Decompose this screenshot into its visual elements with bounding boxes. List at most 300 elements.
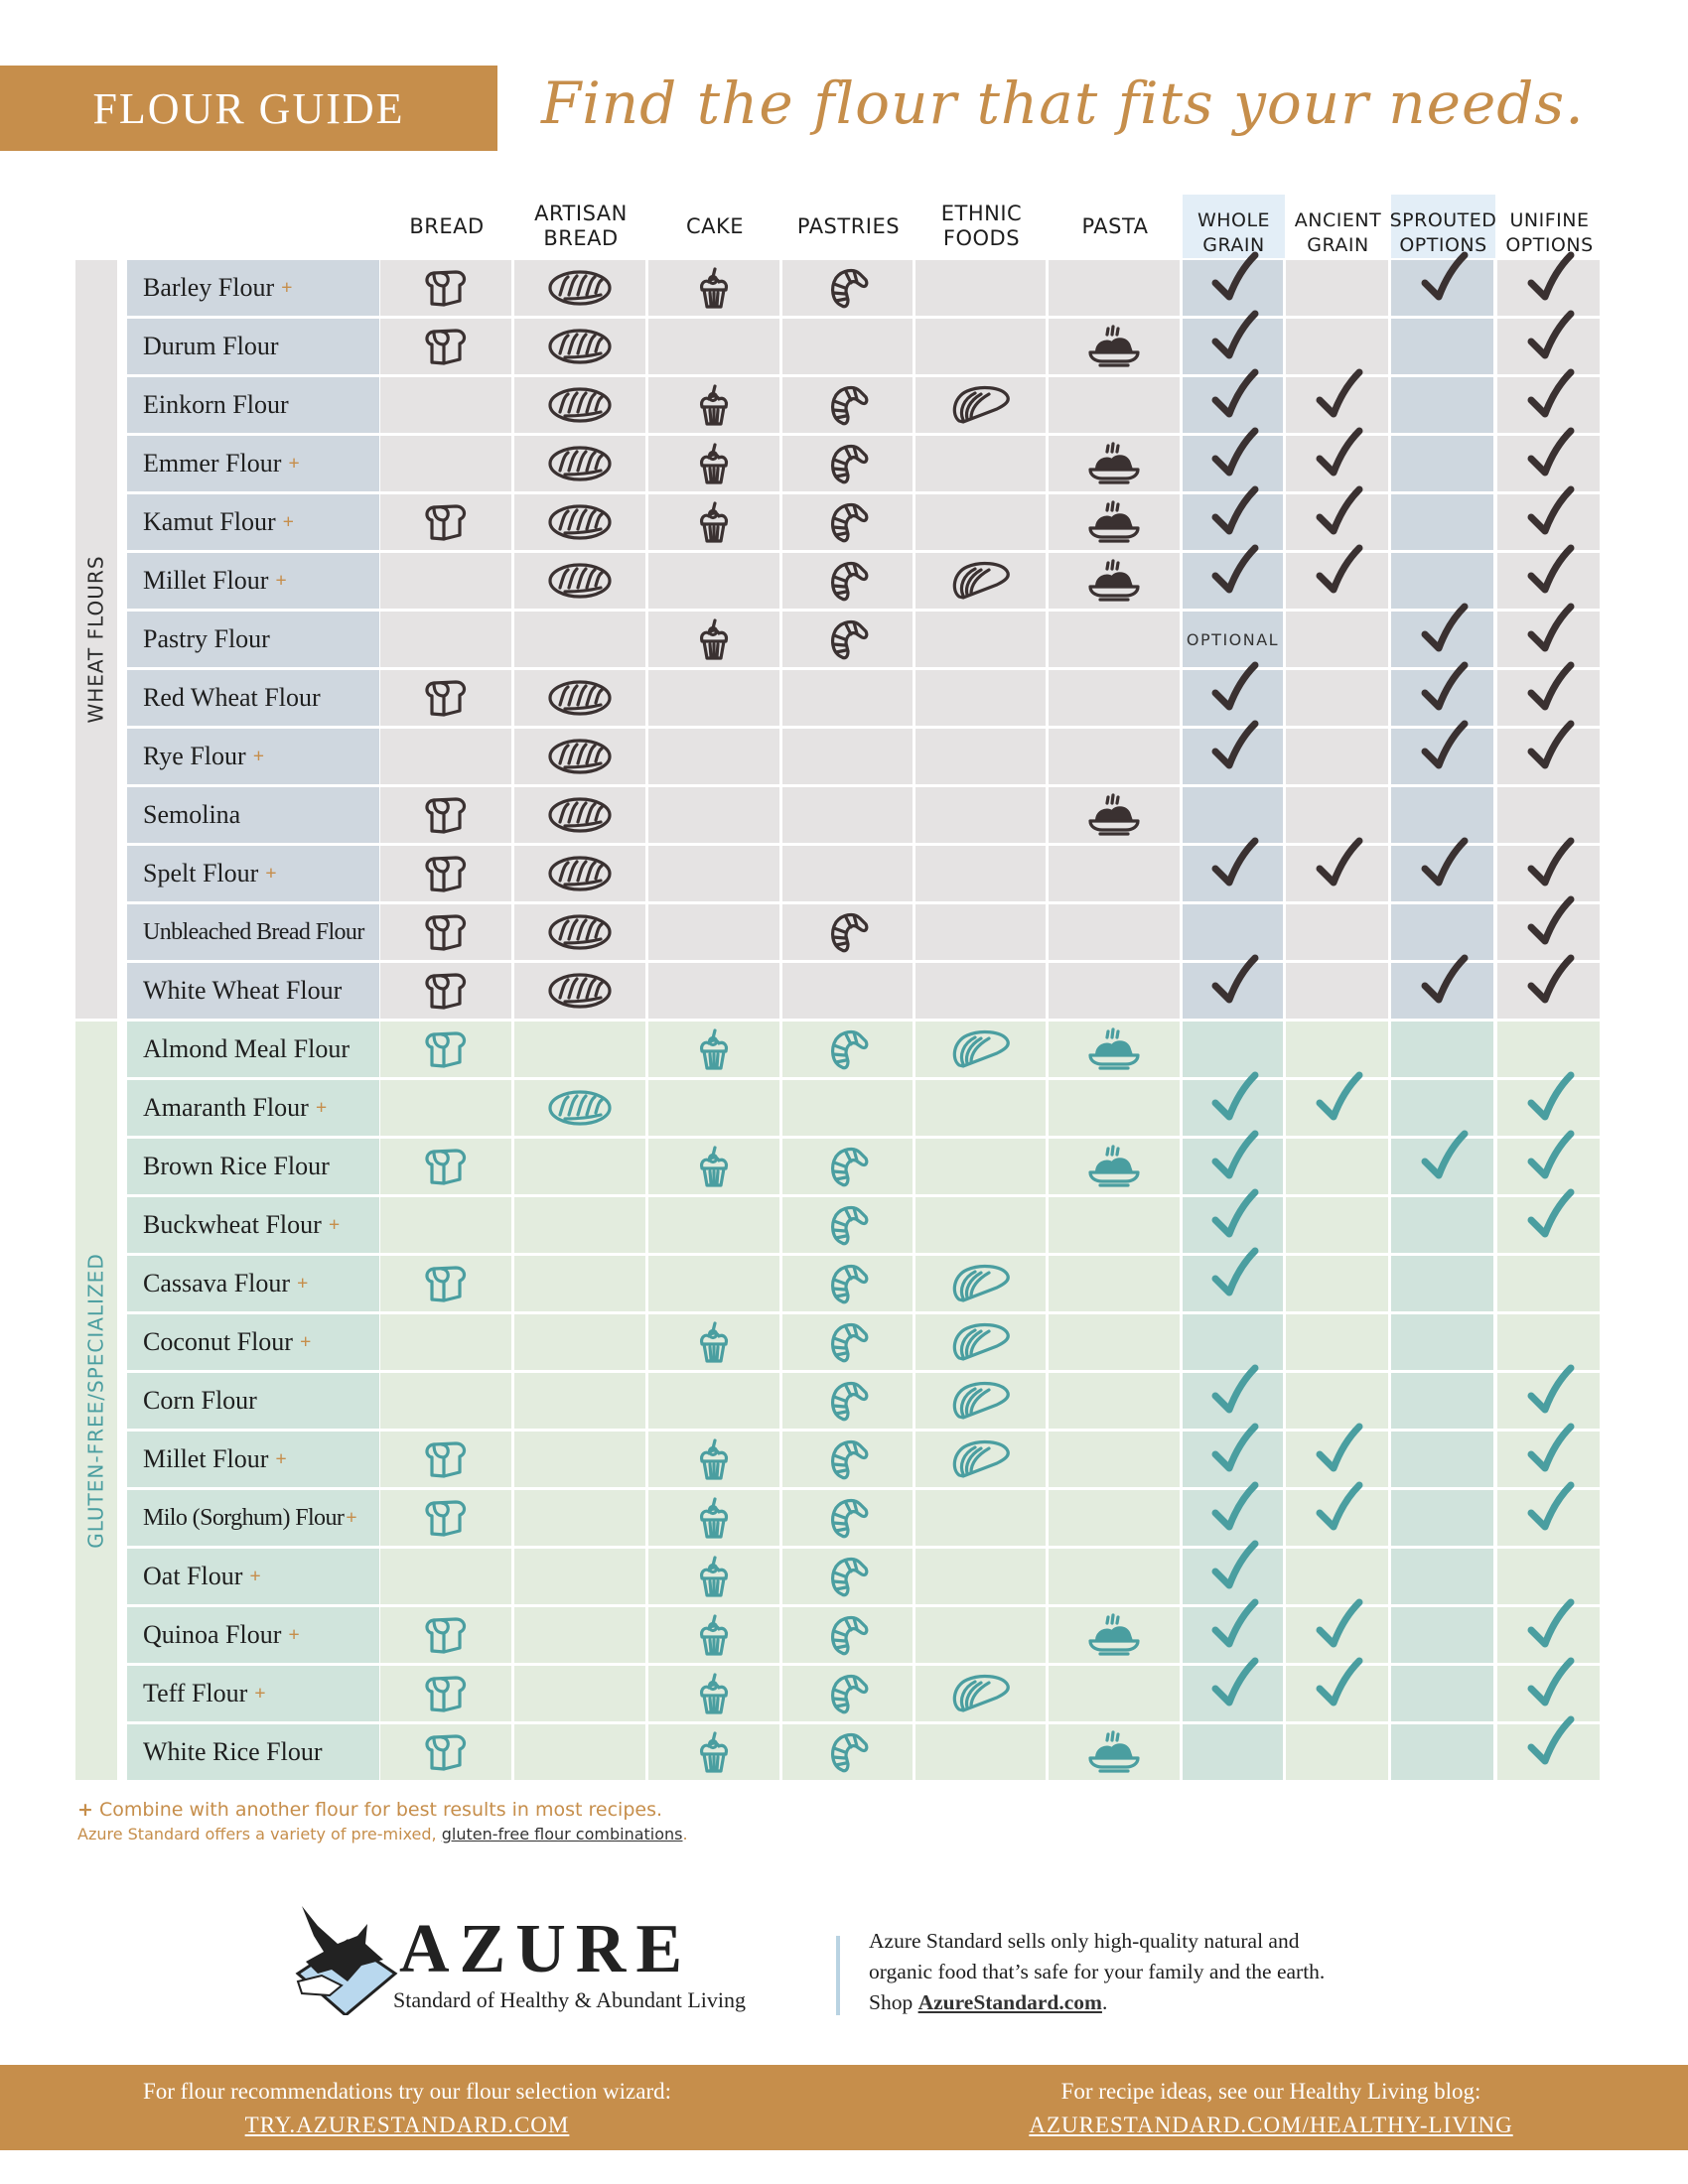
flour-name bbox=[127, 1373, 379, 1429]
checkmark-icon bbox=[1523, 720, 1583, 779]
cell-ethnic bbox=[915, 612, 1046, 667]
cell-cake bbox=[648, 436, 779, 491]
cell-ancient bbox=[1286, 1314, 1388, 1370]
checkmark-icon bbox=[1523, 603, 1583, 662]
cell-artisan bbox=[514, 1022, 645, 1077]
cupcake-icon bbox=[696, 1495, 732, 1541]
checkmark-icon bbox=[1207, 1657, 1267, 1716]
combine-note bbox=[77, 1799, 688, 1821]
cell-sprouted bbox=[1391, 1549, 1493, 1604]
cell-pastries bbox=[782, 846, 913, 901]
cell-ancient bbox=[1286, 846, 1388, 901]
cell-pastries bbox=[782, 1432, 913, 1487]
cell-ancient bbox=[1286, 1549, 1388, 1604]
cell-ethnic bbox=[915, 436, 1046, 491]
cell-bread bbox=[380, 1373, 511, 1429]
table-row bbox=[127, 1314, 1602, 1372]
cell-sprouted bbox=[1391, 904, 1493, 960]
cell-whole bbox=[1183, 319, 1283, 374]
checkmark-icon bbox=[1207, 837, 1267, 896]
bread-loaf-icon bbox=[422, 971, 470, 1011]
cell-sprouted bbox=[1391, 319, 1493, 374]
checkmark-icon bbox=[1523, 1364, 1583, 1424]
cell-sprouted bbox=[1391, 260, 1493, 316]
cell-bread bbox=[380, 319, 511, 374]
checkmark-icon bbox=[1207, 1130, 1267, 1189]
flour-name bbox=[127, 1256, 379, 1311]
blurb-line-3 bbox=[869, 1987, 1425, 2018]
flour-name bbox=[127, 260, 379, 316]
cell-artisan bbox=[514, 729, 645, 784]
pasta-bowl-icon bbox=[1086, 1027, 1142, 1071]
cell-artisan bbox=[514, 963, 645, 1019]
bread-loaf-icon bbox=[422, 1147, 470, 1186]
pasta-bowl-icon bbox=[1086, 325, 1142, 368]
flour-name-text: Coconut Flour bbox=[143, 1327, 293, 1356]
cell-ethnic bbox=[915, 553, 1046, 609]
bread-loaf-icon bbox=[422, 678, 470, 718]
checkmark-icon bbox=[1207, 427, 1267, 486]
cell-unifine bbox=[1497, 787, 1600, 843]
flour-name bbox=[127, 904, 379, 960]
cell-cake bbox=[648, 904, 779, 960]
title-banner bbox=[0, 66, 497, 151]
cell-bread bbox=[380, 1432, 511, 1487]
cell-ethnic bbox=[915, 1724, 1046, 1780]
table-row bbox=[127, 1256, 1602, 1313]
cell-artisan bbox=[514, 1549, 645, 1604]
cell-unifine bbox=[1497, 1490, 1600, 1546]
flour-name-text: Oat Flour bbox=[143, 1562, 243, 1590]
artisan-loaf-icon bbox=[547, 385, 613, 425]
cell-artisan bbox=[514, 436, 645, 491]
bread-loaf-icon bbox=[422, 1264, 470, 1303]
cell-artisan bbox=[514, 1724, 645, 1780]
optional-label: OPTIONAL bbox=[1186, 629, 1280, 649]
taco-icon bbox=[949, 1439, 1013, 1479]
flour-name-text: White Wheat Flour bbox=[143, 976, 343, 1005]
checkmark-icon bbox=[1417, 954, 1477, 1014]
cell-bread bbox=[380, 787, 511, 843]
cell-ethnic bbox=[915, 494, 1046, 550]
cell-sprouted bbox=[1391, 553, 1493, 609]
pasta-bowl-icon bbox=[1086, 1145, 1142, 1188]
cell-ancient bbox=[1286, 260, 1388, 316]
cell-artisan bbox=[514, 670, 645, 726]
combine-note-text: Combine with another flour for best results in most recipes. bbox=[98, 1799, 663, 1821]
cupcake-icon bbox=[696, 1612, 732, 1658]
wizard-link[interactable]: TRY.AZURESTANDARD.COM bbox=[244, 2113, 570, 2137]
cell-ethnic bbox=[915, 377, 1046, 433]
cell-sprouted bbox=[1391, 963, 1493, 1019]
cell-ethnic bbox=[915, 1432, 1046, 1487]
cell-pasta bbox=[1049, 1314, 1180, 1370]
table-row bbox=[127, 1022, 1602, 1079]
taco-icon bbox=[949, 385, 1013, 425]
flour-name bbox=[127, 1432, 379, 1487]
cell-ancient bbox=[1286, 1080, 1388, 1136]
cell-ethnic bbox=[915, 963, 1046, 1019]
cell-sprouted bbox=[1391, 1724, 1493, 1780]
cell-whole bbox=[1183, 260, 1283, 316]
cell-sprouted bbox=[1391, 1373, 1493, 1429]
cell-pasta bbox=[1049, 904, 1180, 960]
flour-name bbox=[127, 1549, 379, 1604]
table-row bbox=[127, 1549, 1602, 1606]
cupcake-icon bbox=[696, 1554, 732, 1599]
cell-sprouted bbox=[1391, 1022, 1493, 1077]
cell-bread bbox=[380, 1724, 511, 1780]
cell-ethnic bbox=[915, 729, 1046, 784]
cell-artisan bbox=[514, 904, 645, 960]
checkmark-icon bbox=[1312, 544, 1371, 604]
cell-pastries bbox=[782, 494, 913, 550]
pasta-bowl-icon bbox=[1086, 793, 1142, 837]
croissant-icon bbox=[826, 1437, 870, 1481]
cell-pastries bbox=[782, 377, 913, 433]
cell-whole bbox=[1183, 1549, 1283, 1604]
cell-sprouted bbox=[1391, 846, 1493, 901]
checkmark-icon bbox=[1523, 1598, 1583, 1658]
cell-cake bbox=[648, 1490, 779, 1546]
cupcake-icon bbox=[696, 1436, 732, 1482]
bread-loaf-icon bbox=[422, 912, 470, 952]
footer-wizard-text: For flour recommendations try our flour selection wizard: bbox=[142, 2079, 672, 2104]
cell-pastries bbox=[782, 319, 913, 374]
cell-artisan bbox=[514, 1432, 645, 1487]
cell-bread bbox=[380, 963, 511, 1019]
cell-cake bbox=[648, 1256, 779, 1311]
cell-artisan bbox=[514, 1197, 645, 1253]
flour-name bbox=[127, 1666, 379, 1721]
checkmark-icon bbox=[1312, 485, 1371, 545]
azurestandard-link[interactable]: AzureStandard.com bbox=[917, 1990, 1102, 2014]
combine-plus-icon: + bbox=[297, 1272, 309, 1295]
flour-name-text: Rye Flour bbox=[143, 742, 246, 770]
checkmark-icon bbox=[1207, 1364, 1267, 1424]
cell-pastries bbox=[782, 963, 913, 1019]
cell-bread bbox=[380, 494, 511, 550]
cell-whole bbox=[1183, 1080, 1283, 1136]
cell-cake bbox=[648, 729, 779, 784]
cell-pasta bbox=[1049, 963, 1180, 1019]
cell-pastries bbox=[782, 1607, 913, 1663]
cell-cake bbox=[648, 1197, 779, 1253]
cell-bread bbox=[380, 904, 511, 960]
cell-pasta bbox=[1049, 1080, 1180, 1136]
cell-bread bbox=[380, 1080, 511, 1136]
taco-icon bbox=[949, 1674, 1013, 1713]
cell-bread bbox=[380, 1549, 511, 1604]
cell-ethnic bbox=[915, 1490, 1046, 1546]
cell-pastries bbox=[782, 1666, 913, 1721]
cell-ethnic bbox=[915, 1666, 1046, 1721]
bread-loaf-icon bbox=[422, 1674, 470, 1713]
healthy-living-link[interactable]: AZURESTANDARD.COM/HEALTHY-LIVING bbox=[1029, 2113, 1513, 2137]
cell-artisan bbox=[514, 1080, 645, 1136]
cell-cake bbox=[648, 377, 779, 433]
cell-pastries bbox=[782, 1724, 913, 1780]
croissant-icon bbox=[826, 1672, 870, 1715]
cell-unifine bbox=[1497, 1256, 1600, 1311]
croissant-icon bbox=[826, 1027, 870, 1071]
table-row bbox=[127, 1666, 1602, 1723]
cell-bread bbox=[380, 1490, 511, 1546]
bread-loaf-icon bbox=[422, 854, 470, 893]
bread-loaf-icon bbox=[422, 327, 470, 366]
flour-name bbox=[127, 787, 379, 843]
croissant-icon bbox=[826, 1320, 870, 1364]
cell-ethnic bbox=[915, 670, 1046, 726]
cell-whole bbox=[1183, 670, 1283, 726]
cell-ethnic bbox=[915, 319, 1046, 374]
checkmark-icon bbox=[1523, 661, 1583, 721]
cell-pasta bbox=[1049, 1197, 1180, 1253]
cell-ancient bbox=[1286, 963, 1388, 1019]
cell-sprouted bbox=[1391, 1139, 1493, 1194]
section-label-text: WHEAT FLOURS bbox=[84, 555, 108, 724]
cell-unifine bbox=[1497, 1373, 1600, 1429]
cell-whole bbox=[1183, 612, 1283, 667]
pasta-bowl-icon bbox=[1086, 559, 1142, 603]
flour-name bbox=[127, 670, 379, 726]
cell-ethnic bbox=[915, 1080, 1046, 1136]
cell-unifine bbox=[1497, 1139, 1600, 1194]
cell-ancient bbox=[1286, 670, 1388, 726]
cell-artisan bbox=[514, 494, 645, 550]
table-row bbox=[127, 377, 1602, 435]
cell-pastries bbox=[782, 1314, 913, 1370]
flour-name-text: Buckwheat Flour bbox=[143, 1210, 322, 1239]
artisan-loaf-icon bbox=[547, 971, 613, 1011]
cell-cake bbox=[648, 1314, 779, 1370]
cell-unifine bbox=[1497, 553, 1600, 609]
flour-name-text: Durum Flour bbox=[143, 332, 279, 360]
cell-pastries bbox=[782, 1549, 913, 1604]
flour-name-text: Almond Meal Flour bbox=[143, 1034, 350, 1063]
cell-unifine bbox=[1497, 1197, 1600, 1253]
checkmark-icon bbox=[1523, 895, 1583, 955]
combine-plus-icon: + bbox=[275, 1447, 287, 1470]
cell-unifine bbox=[1497, 377, 1600, 433]
flour-name-text: Emmer Flour bbox=[143, 449, 282, 478]
flour-name-text: Barley Flour bbox=[143, 273, 275, 302]
table-row bbox=[127, 612, 1602, 669]
table-row bbox=[127, 436, 1602, 493]
checkmark-icon bbox=[1523, 427, 1583, 486]
cell-ancient bbox=[1286, 787, 1388, 843]
cell-ethnic bbox=[915, 846, 1046, 901]
checkmark-icon bbox=[1207, 544, 1267, 604]
checkmark-icon bbox=[1207, 1188, 1267, 1248]
cell-sprouted bbox=[1391, 787, 1493, 843]
checkmark-icon bbox=[1523, 544, 1583, 604]
cell-bread bbox=[380, 1139, 511, 1194]
cell-bread bbox=[380, 1666, 511, 1721]
cell-whole bbox=[1183, 846, 1283, 901]
table-row bbox=[127, 729, 1602, 786]
cell-artisan bbox=[514, 1666, 645, 1721]
flour-name bbox=[127, 729, 379, 784]
flour-name-text: Teff Flour bbox=[143, 1679, 248, 1707]
cell-unifine bbox=[1497, 494, 1600, 550]
table-row bbox=[127, 963, 1602, 1021]
artisan-loaf-icon bbox=[547, 1088, 613, 1128]
cell-pastries bbox=[782, 729, 913, 784]
checkmark-icon bbox=[1523, 1657, 1583, 1716]
checkmark-icon bbox=[1312, 1657, 1371, 1716]
column-header-whole: WHOLE GRAIN bbox=[1183, 195, 1285, 258]
cell-pastries bbox=[782, 1256, 913, 1311]
combine-plus-icon: + bbox=[328, 1213, 341, 1236]
artisan-loaf-icon bbox=[547, 854, 613, 893]
cell-cake bbox=[648, 1080, 779, 1136]
checkmark-icon bbox=[1207, 251, 1267, 311]
flour-name bbox=[127, 1139, 379, 1194]
cell-cake bbox=[648, 1432, 779, 1487]
cell-whole bbox=[1183, 1432, 1283, 1487]
checkmark-icon bbox=[1312, 1481, 1371, 1541]
bread-loaf-icon bbox=[422, 795, 470, 835]
table-row bbox=[127, 846, 1602, 903]
cell-pastries bbox=[782, 670, 913, 726]
combine-plus-icon: + bbox=[346, 1506, 357, 1529]
cell-bread bbox=[380, 1197, 511, 1253]
combine-plus-icon: + bbox=[275, 569, 287, 592]
cell-artisan bbox=[514, 1607, 645, 1663]
artisan-loaf-icon bbox=[547, 795, 613, 835]
cell-pasta bbox=[1049, 1256, 1180, 1311]
cell-ancient bbox=[1286, 729, 1388, 784]
checkmark-icon bbox=[1523, 1188, 1583, 1248]
cell-whole bbox=[1183, 1139, 1283, 1194]
cupcake-icon bbox=[696, 499, 732, 545]
column-header-pasta: PASTA bbox=[1081, 213, 1149, 238]
checkmark-icon bbox=[1312, 837, 1371, 896]
company-blurb bbox=[869, 1926, 1425, 2018]
cell-sprouted bbox=[1391, 1432, 1493, 1487]
cell-artisan bbox=[514, 612, 645, 667]
cell-whole bbox=[1183, 436, 1283, 491]
checkmark-icon bbox=[1523, 1130, 1583, 1189]
cell-bread bbox=[380, 260, 511, 316]
flour-name bbox=[127, 1080, 379, 1136]
cell-cake bbox=[648, 1607, 779, 1663]
croissant-icon bbox=[826, 1555, 870, 1598]
checkmark-icon bbox=[1207, 368, 1267, 428]
cell-ancient bbox=[1286, 319, 1388, 374]
cell-unifine bbox=[1497, 1432, 1600, 1487]
flour-name-text: Cassava Flour bbox=[143, 1269, 291, 1297]
vertical-divider bbox=[836, 1936, 840, 2015]
cell-whole bbox=[1183, 1022, 1283, 1077]
cell-whole bbox=[1183, 1373, 1283, 1429]
table-row bbox=[127, 904, 1602, 962]
checkmark-icon bbox=[1417, 603, 1477, 662]
flour-name bbox=[127, 377, 379, 433]
blurb-period: . bbox=[1101, 1990, 1108, 2014]
cell-pastries bbox=[782, 612, 913, 667]
cell-unifine bbox=[1497, 1022, 1600, 1077]
combine-plus-icon: + bbox=[265, 862, 277, 885]
combine-plus-icon: + bbox=[282, 510, 295, 533]
cell-ancient bbox=[1286, 612, 1388, 667]
column-header-artisan: ARTISAN BREAD bbox=[534, 202, 628, 250]
checkmark-icon bbox=[1523, 485, 1583, 545]
cell-ethnic bbox=[915, 1256, 1046, 1311]
cell-bread bbox=[380, 1314, 511, 1370]
cell-artisan bbox=[514, 787, 645, 843]
cell-pastries bbox=[782, 1197, 913, 1253]
footer-blog bbox=[953, 2075, 1589, 2142]
checkmark-icon bbox=[1523, 1481, 1583, 1541]
cell-pasta bbox=[1049, 494, 1180, 550]
cell-cake bbox=[648, 1724, 779, 1780]
cell-artisan bbox=[514, 377, 645, 433]
flour-name bbox=[127, 553, 379, 609]
cell-pastries bbox=[782, 1022, 913, 1077]
cell-ancient bbox=[1286, 377, 1388, 433]
checkmark-icon bbox=[1523, 1071, 1583, 1131]
table-row bbox=[127, 1373, 1602, 1431]
table-row bbox=[127, 1139, 1602, 1196]
gluten-free-combinations-link[interactable]: gluten-free flour combinations bbox=[441, 1825, 683, 1843]
cell-unifine bbox=[1497, 1080, 1600, 1136]
cell-cake bbox=[648, 670, 779, 726]
cell-sprouted bbox=[1391, 1490, 1493, 1546]
cell-ethnic bbox=[915, 1139, 1046, 1194]
checkmark-icon bbox=[1523, 310, 1583, 369]
croissant-icon bbox=[826, 442, 870, 485]
checkmark-icon bbox=[1523, 251, 1583, 311]
flour-name-text: Kamut Flour bbox=[143, 507, 276, 536]
cell-whole bbox=[1183, 1607, 1283, 1663]
croissant-icon bbox=[826, 1262, 870, 1305]
cell-ancient bbox=[1286, 1432, 1388, 1487]
flour-name bbox=[127, 436, 379, 491]
cell-ancient bbox=[1286, 904, 1388, 960]
cell-bread bbox=[380, 1256, 511, 1311]
table-row bbox=[127, 1607, 1602, 1665]
cell-pasta bbox=[1049, 1490, 1180, 1546]
premix-note-period: . bbox=[682, 1825, 688, 1843]
croissant-icon bbox=[826, 910, 870, 954]
checkmark-icon bbox=[1417, 661, 1477, 721]
checkmark-icon bbox=[1207, 661, 1267, 721]
eagle-logo-icon bbox=[288, 1896, 407, 2015]
cell-unifine bbox=[1497, 612, 1600, 667]
flour-name bbox=[127, 494, 379, 550]
cupcake-icon bbox=[696, 1319, 732, 1365]
cupcake-icon bbox=[696, 441, 732, 486]
artisan-loaf-icon bbox=[547, 912, 613, 952]
checkmark-icon bbox=[1207, 720, 1267, 779]
footer-banner bbox=[0, 2065, 1688, 2150]
taco-icon bbox=[949, 1029, 1013, 1069]
table-row bbox=[127, 1080, 1602, 1138]
checkmark-icon bbox=[1207, 1540, 1267, 1599]
cupcake-icon bbox=[696, 382, 732, 428]
bread-loaf-icon bbox=[422, 1498, 470, 1538]
cell-pastries bbox=[782, 904, 913, 960]
cell-whole bbox=[1183, 1197, 1283, 1253]
cell-sprouted bbox=[1391, 494, 1493, 550]
cupcake-icon bbox=[696, 1729, 732, 1775]
cell-unifine bbox=[1497, 319, 1600, 374]
cell-sprouted bbox=[1391, 1607, 1493, 1663]
table-row bbox=[127, 1490, 1602, 1548]
croissant-icon bbox=[826, 1613, 870, 1657]
